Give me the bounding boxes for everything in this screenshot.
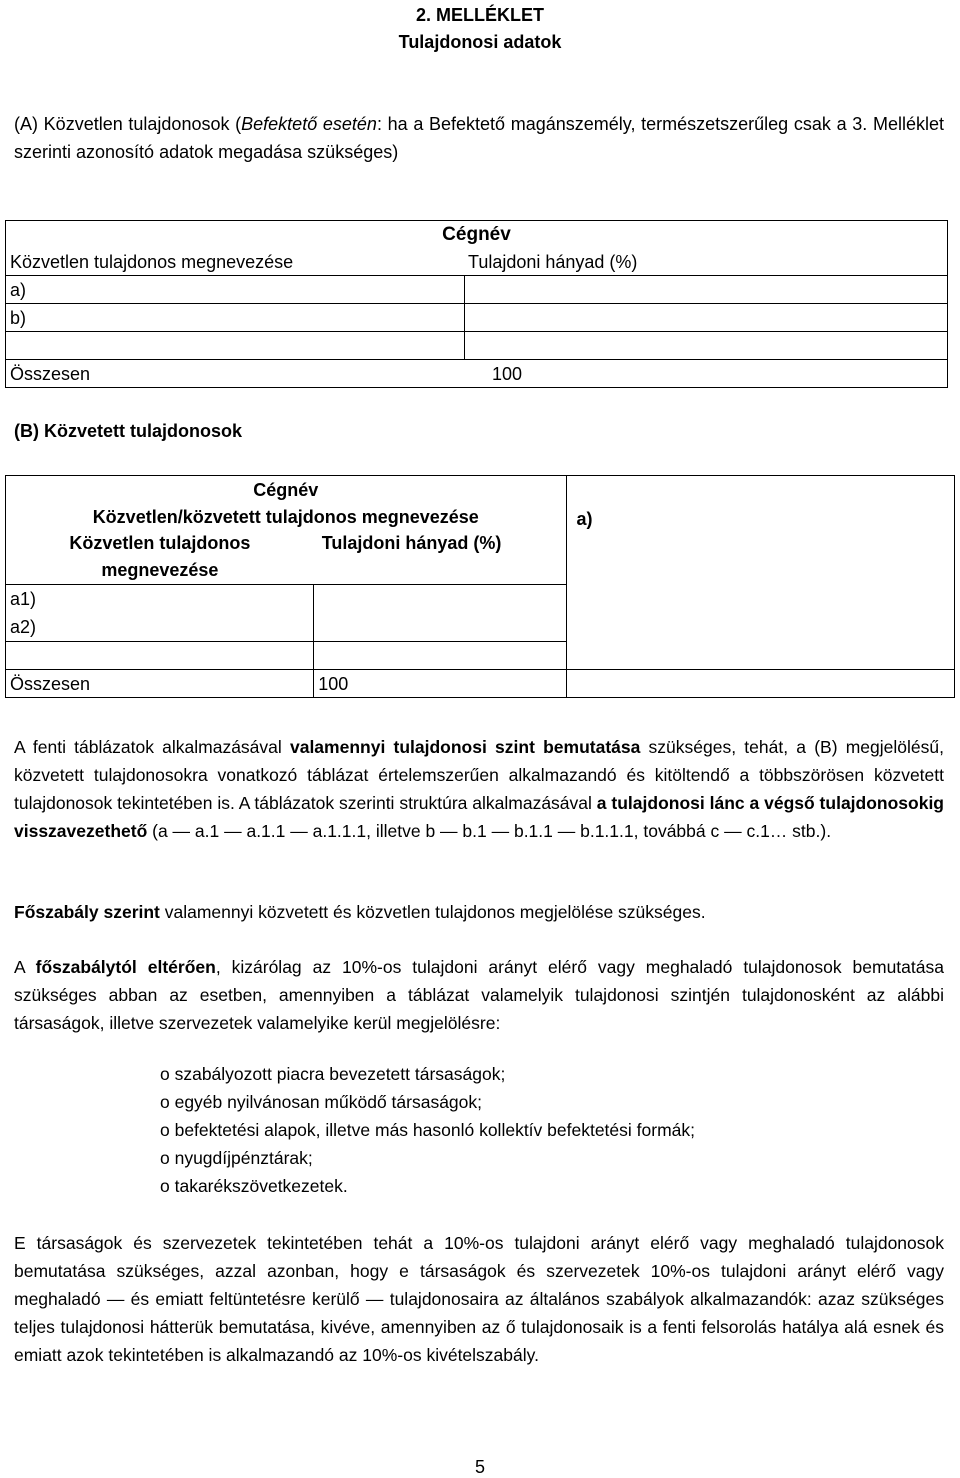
doc-subtitle: Tulajdonosi adatok [398,32,562,52]
page-number: 5 [474,1457,485,1477]
table-a-total-value: 100 [464,360,948,388]
list-item: o takarékszövetkezetek. [160,1176,348,1196]
paragraph-consequence: E társaságok és szervezetek tekintetében tehát a 10%-os tulajdoni arányt elérő vagy meghaladó tulajdonosok bemutatása szükséges, azzal azonban, hogy e társaságok és szervezetek 10%-os tulajdoni arányt elérő vagy meghaladó — és emiatt feltüntetésre kerülő — tulajdonosaira az általános szabályok alkalmazandók: azaz szükséges teljes tulajdonosi hátterük bemutatása, kivéve, amennyiben az ő tulajdonosaik is a fenti felsorolás hatálya alá esnek és emiatt azok tekintetében is alkalmazandó az 10%-os kivételszabály. [14,1233,944,1365]
list-item: o szabályozott piacra bevezetett társaságok; [160,1064,506,1084]
indirect-owners-table [5,475,955,698]
table-a-total-label: Összesen [6,360,465,388]
table-a-row-b: b) [6,304,465,332]
paragraph-main-rule: Főszabály szerint valamennyi közvetett és közvetlen tulajdonos megjelölése szükséges. [14,902,706,922]
table-b-total-label: Összesen [6,670,314,698]
table-b-row-a2: a2) [10,617,37,637]
table-b-company: Cégnév [6,476,567,504]
table-a-col2: Tulajdoni hányad (%) [464,248,948,276]
table-b-total-value: 100 [314,670,566,698]
section-b-heading: (B) Közvetett tulajdonosok [14,421,242,441]
table-a-col1: Közvetlen tulajdonos megnevezése [6,248,465,276]
doc-title: 2. MELLÉKLET [415,5,544,25]
table-b-subhead: Közvetlen/közvetett tulajdonos megnevezése [6,503,567,530]
list-item: o nyugdíjpénztárak; [160,1148,313,1168]
paragraph-exception: A főszabálytól eltérően, kizárólag az 10%-os tulajdoni arányt elérő vagy meghaladó tulajdonosok bemutatása szükséges abban az esetben, amennyiben a táblázat valamelyik tulajdonosi szintjén tulajdonosként az alábbi társaságok, illetve szervezetek valamelyike kerül megjelölésre: [14,957,944,1033]
list-item: o egyéb nyilvánosan működő társaságok; [160,1092,483,1112]
table-a-row-a: a) [6,276,465,304]
direct-owners-table [5,220,948,388]
section-a-heading: (A) Közvetlen tulajdonosok (Befektető esetén: ha a Befektető magánszemély, természetszerűleg csak a 3. Melléklet szerinti azonosító adatok megadása szükséges) [14,114,944,162]
table-b-col1: Közvetlen tulajdonos megnevezése [6,530,314,585]
table-b-col2: Tulajdoni hányad (%) [314,530,566,585]
table-a-company: Cégnév [6,221,948,249]
table-b-right-label: a) [566,476,955,531]
table-b-row-a1: a1) [10,589,37,609]
paragraph-structure: A fenti táblázatok alkalmazásával valamennyi tulajdonosi szint bemutatása szükséges, tehát, a (B) megjelölésű, közvetett tulajdonosokra vonatkozó táblázat értelemszerűen alkalmazandó és kitöltendő a többszörösen közvetett tulajdonosok tekintetében is. A táblázatok szerinti struktúra alkalmazásával a tulajdonosi lánc a végső tulajdonosokig visszavezethető (a — a.1 — a.1.1 — a.1.1.1, illetve b — b.1 — b.1.1 — b.1.1.1, továbbá c — c.1… stb.). [14,737,945,841]
list-item: o befektetési alapok, illetve más hasonló kollektív befektetési formák; [160,1120,695,1140]
